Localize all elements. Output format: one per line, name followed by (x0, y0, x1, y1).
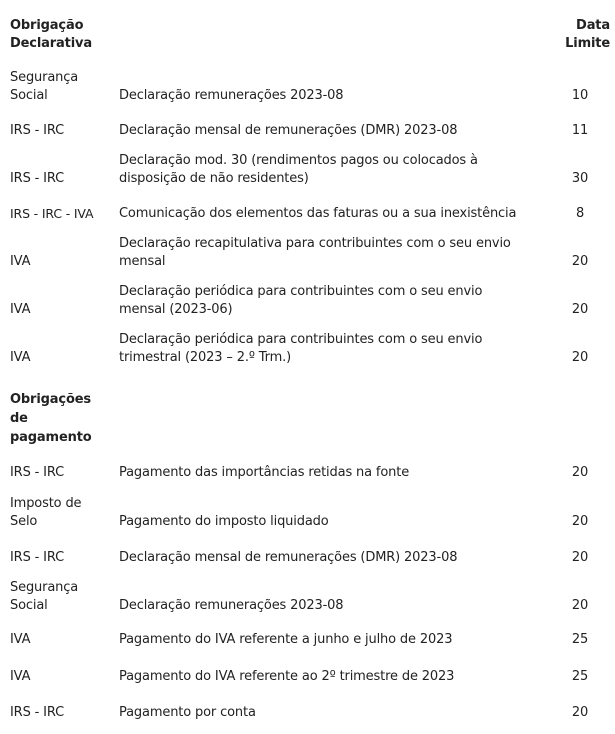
tax-cell: IVA (10, 668, 31, 684)
tax-cell: Imposto de Selo (10, 496, 82, 529)
section-title: Obrigações de pagamento (10, 392, 92, 445)
description-cell: Declaração periódica para contribuintes com o seu envio mensal (2023-06) (119, 284, 483, 317)
table-row (0, 667, 615, 685)
deadline-cell: 20 (571, 301, 589, 317)
tax-cell: IRS - IRC (10, 464, 65, 480)
description-cell: Pagamento do IVA referente ao 2º trimestre de 2023 (119, 668, 455, 684)
deadline-cell: 20 (571, 253, 589, 269)
deadline-cell: 25 (571, 668, 589, 684)
table-row (0, 492, 615, 530)
table-row (0, 548, 615, 566)
deadline-cell: 20 (571, 513, 589, 529)
tax-cell: IRS - IRC (10, 549, 65, 565)
table-row (0, 121, 615, 139)
table-row (0, 630, 615, 648)
description-cell: Declaração remunerações 2023-08 (119, 597, 344, 613)
deadline-cell: 10 (571, 87, 589, 103)
deadline-cell: 20 (571, 349, 589, 365)
table-row (0, 66, 615, 104)
description-cell: Declaração mensal de remunerações (DMR) 2023-08 (119, 122, 458, 138)
deadline-cell: 20 (571, 704, 589, 720)
table-row (0, 280, 615, 318)
table-row (0, 328, 615, 366)
tax-cell: IVA (10, 301, 31, 317)
tax-cell: IRS - IRC - IVA (10, 205, 94, 221)
deadline-cell: 8 (575, 205, 585, 221)
deadline-cell: 25 (571, 631, 589, 647)
table-row (0, 463, 615, 481)
tax-cell: IRS - IRC (10, 122, 65, 138)
description-cell: Pagamento do IVA referente a junho e julho de 2023 (119, 631, 453, 647)
deadline-cell: 11 (571, 122, 589, 138)
deadline-cell: 30 (571, 170, 589, 186)
table-row (0, 149, 615, 187)
deadline-cell: 20 (571, 464, 589, 480)
table-row (0, 232, 615, 270)
description-cell: Declaração periódica para contribuintes com o seu envio trimestral (2023 – 2.º Trm.) (119, 332, 483, 365)
table-row (0, 703, 615, 721)
description-cell: Declaração mod. 30 (rendimentos pagos ou colocados à disposição de não residentes) (119, 153, 478, 186)
description-cell: Pagamento do imposto liquidado (119, 513, 329, 529)
tax-cell: IVA (10, 631, 31, 647)
tax-cell: IRS - IRC (10, 704, 65, 720)
table-row (0, 576, 615, 614)
deadline-cell: 20 (571, 597, 589, 613)
tax-cell: Segurança Social (10, 70, 79, 103)
description-cell: Pagamento por conta (119, 704, 256, 720)
header-obligation: Obrigação Declarativa (10, 18, 92, 51)
tax-cell: IRS - IRC (10, 170, 65, 186)
table-header (0, 17, 615, 57)
tax-cell: Segurança Social (10, 580, 79, 613)
table-row (0, 204, 615, 222)
header-deadline: Data Limite (565, 18, 610, 51)
tax-cell: IVA (10, 349, 31, 365)
description-cell: Comunicação dos elementos das faturas ou a sua inexistência (119, 205, 517, 221)
deadline-cell: 20 (571, 549, 589, 565)
description-cell: Declaração remunerações 2023-08 (119, 87, 344, 103)
tax-cell: IVA (10, 253, 31, 269)
description-cell: Declaração mensal de remunerações (DMR) 2023-08 (119, 549, 458, 565)
section-header-payments (0, 390, 615, 448)
description-cell: Pagamento das importâncias retidas na fonte (119, 464, 410, 480)
description-cell: Declaração recapitulativa para contribuintes com o seu envio mensal (119, 236, 511, 269)
